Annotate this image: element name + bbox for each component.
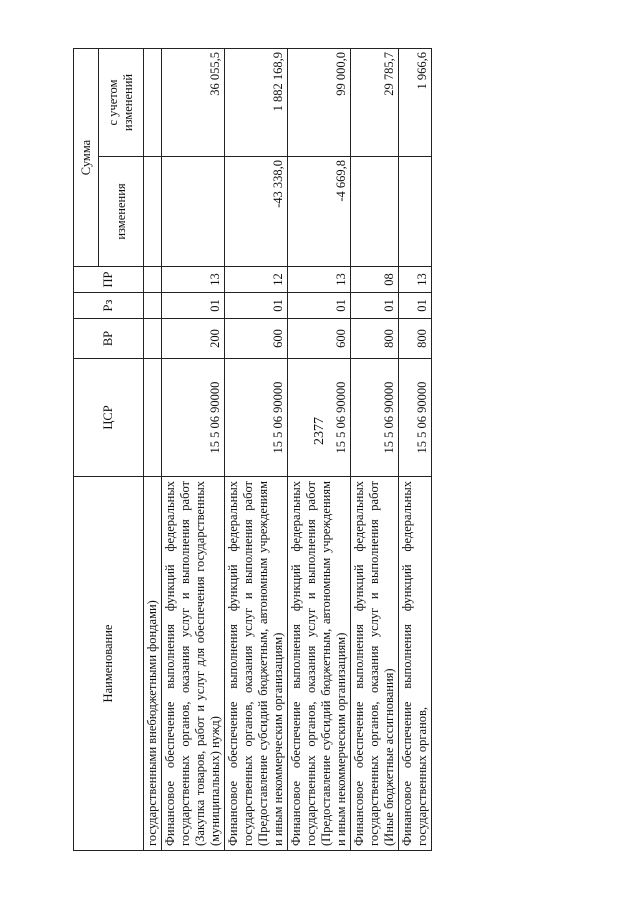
row-csr: 15 5 06 90000 [288,359,351,477]
row-vr: 800 [399,319,432,359]
row-rz: 01 [399,293,432,319]
row-pr: 13 [162,267,225,293]
page-number: 2377 [312,417,327,445]
header-rz: Рз [74,293,144,319]
header-pr: ПР [74,267,144,293]
row-name: Финансовое обеспечение выполнения функций федеральных государственных органов, оказания услуг и выполнения работ (Закупка товаров, работ и услуг для обеспечения государственных (муниципальных) нужд) [162,477,225,851]
header-change: изменения [99,157,144,267]
row-rz: 01 [288,293,351,319]
row-pr: 13 [288,267,351,293]
row-vr: 600 [288,319,351,359]
row-name: Финансовое обеспечение выполнения функций федеральных государственных органов, оказания услуг и выполнения работ (Предоставление субсидий бюджетным, автономным учреждениям и иным некоммерческим организациям) [225,477,288,851]
header-with-change: с учетом изменений [99,49,144,157]
row-with-change: 99 000,0 [288,49,351,157]
row-change [144,157,162,267]
table-row [162,49,225,851]
row-vr: 200 [162,319,225,359]
row-vr [144,319,162,359]
row-name: Финансовое обеспечение выполнения функций федеральных государственных органов, [399,477,432,851]
table-row [351,49,399,851]
row-csr: 15 5 06 90000 [399,359,432,477]
row-csr: 15 5 06 90000 [351,359,399,477]
row-vr: 600 [225,319,288,359]
header-name: Наименование [74,477,144,851]
row-name: Финансовое обеспечение выполнения функций федеральных государственных органов, оказания услуг и выполнения работ (Предоставление субсидий бюджетным, автономным учреждениям и иным некоммерческим организациям) [288,477,351,851]
row-with-change: 29 785,7 [351,49,399,157]
rotated-table-page [73,49,579,851]
table-row [225,49,288,851]
row-pr: 12 [225,267,288,293]
row-rz: 01 [162,293,225,319]
header-csr: ЦСР [74,359,144,477]
header-sum: Сумма [74,49,99,267]
row-change [351,157,399,267]
row-vr: 800 [351,319,399,359]
row-with-change: 1 882 168,9 [225,49,288,157]
table-row [288,49,351,851]
row-change [399,157,432,267]
row-pr: 13 [399,267,432,293]
row-pr: 08 [351,267,399,293]
row-with-change: 1 966,6 [399,49,432,157]
row-rz: 01 [225,293,288,319]
row-csr: 15 5 06 90000 [225,359,288,477]
row-pr [144,267,162,293]
row-change [162,157,225,267]
row-with-change [144,49,162,157]
row-name: государственными внебюджетными фондами) [144,477,162,851]
budget-table [73,48,432,851]
row-rz [144,293,162,319]
row-csr [144,359,162,477]
row-csr: 15 5 06 90000 [162,359,225,477]
row-change: -43 338,0 [225,157,288,267]
row-name: Финансовое обеспечение выполнения функций федеральных государственных органов, оказания услуг и выполнения работ (Иные бюджетные ассигнования) [351,477,399,851]
table-row [399,49,432,851]
row-with-change: 36 055,5 [162,49,225,157]
header-vr: ВР [74,319,144,359]
table-row [144,49,162,851]
row-rz: 01 [351,293,399,319]
row-change: -4 669,8 [288,157,351,267]
